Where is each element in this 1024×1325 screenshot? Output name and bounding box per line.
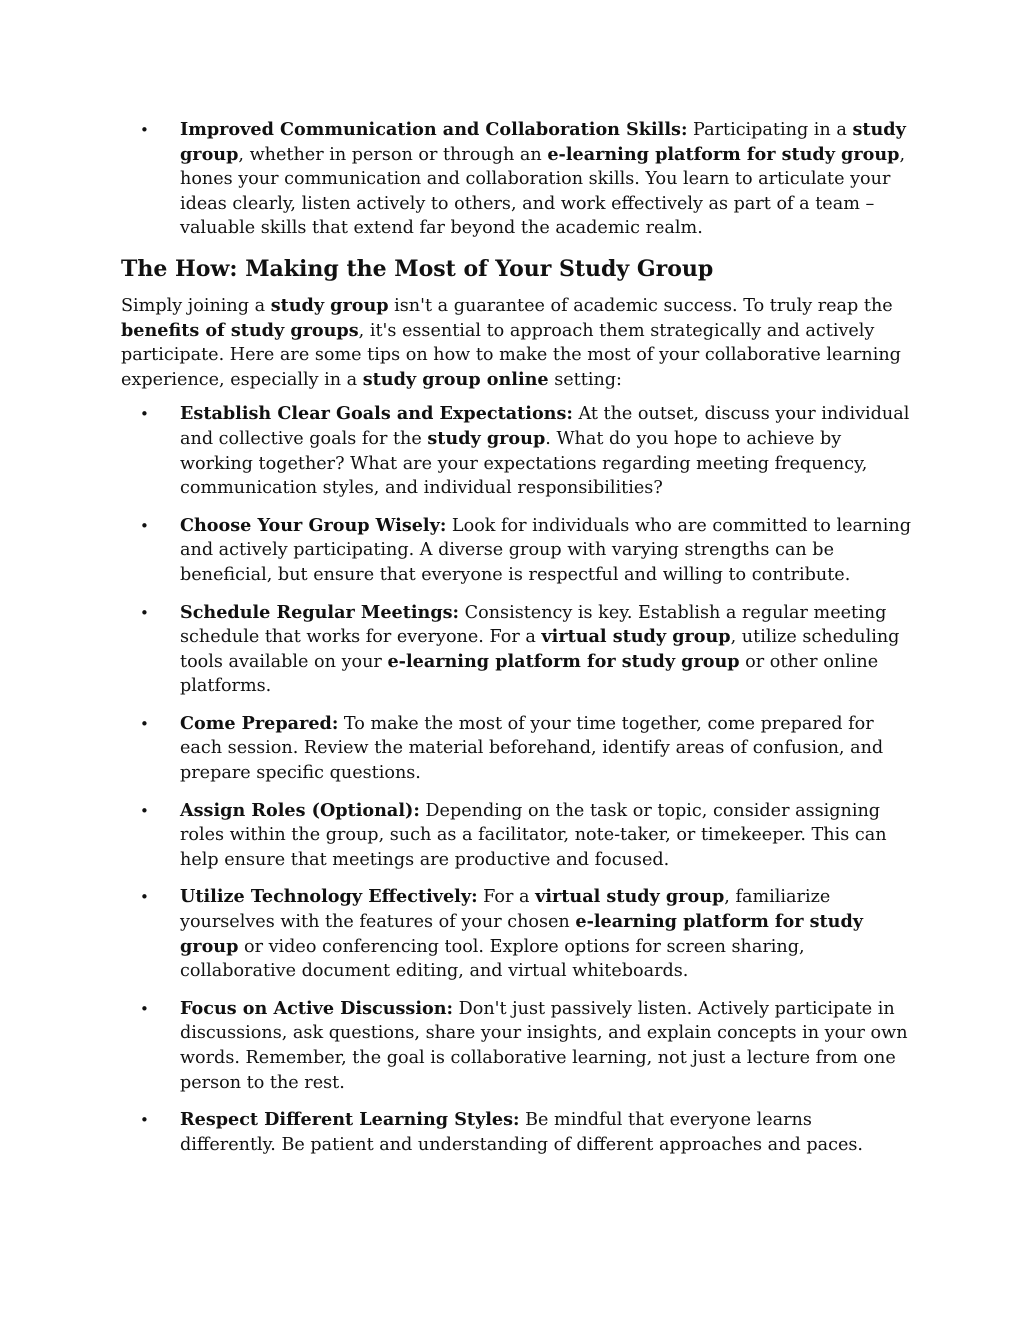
bold-text: Focus on Active Discussion: <box>180 997 454 1019</box>
bold-text: e-learning platform for study group <box>547 143 900 165</box>
list-item <box>121 885 911 983</box>
bold-text: study group <box>180 119 906 165</box>
body-text: To make the most of your time together, come prepared for each session. Review the material beforehand, identify areas of confusion, and prepare specific questions. <box>180 713 884 784</box>
body-text: Look for individuals who are committed to learning and actively participating. A diverse group with varying strengths can be beneficial, but ensure that everyone is respectful and willing to contribute. <box>180 515 911 585</box>
body-text: or video conferencing tool. Explore options for screen sharing, collaborative document editing, and virtual whiteboards. <box>180 936 805 982</box>
section-heading: The How: Making the Most of Your Study Group <box>121 255 714 282</box>
body-text: At the outset, discuss your individual and collective goals for the <box>180 404 910 449</box>
bold-text: study group <box>270 294 389 316</box>
body-text: , whether in person or through an <box>238 144 548 165</box>
bold-text: virtual study group <box>541 626 731 648</box>
body-text: Consistency is key. Establish a regular meeting schedule that works for everyone. For a <box>180 602 887 648</box>
body-text: Participating in a <box>687 120 853 140</box>
list-item <box>121 118 911 241</box>
bullet-icon: • <box>140 999 149 1018</box>
body-text: , utilize scheduling tools available on your <box>180 627 900 672</box>
body-text: , it's essential to approach them strategically and actively participate. Here are some tips on how to make the most of your collaborative learning experience, especially in a <box>121 320 901 390</box>
bold-text: Respect Different Learning Styles: <box>180 1109 520 1131</box>
bold-text: Schedule Regular Meetings: <box>180 601 460 623</box>
bullet-icon: • <box>140 405 149 424</box>
bold-text: e-learning platform for study group <box>387 650 740 672</box>
list-item <box>121 514 911 588</box>
list-item <box>121 799 911 873</box>
body-text: isn't a guarantee of academic success. To truly reap the <box>388 295 893 316</box>
bold-text: benefits of study groups <box>121 319 359 341</box>
tips-list <box>121 402 911 1157</box>
benefits-list-continued <box>121 118 911 241</box>
bold-text: Improved Communication and Collaboration Skills: <box>180 119 688 140</box>
bold-text: Choose Your Group Wisely: <box>180 514 447 536</box>
bullet-icon: • <box>140 714 149 733</box>
list-item <box>121 601 911 699</box>
bullet-icon: • <box>140 1111 149 1130</box>
bullet-icon: • <box>140 801 149 820</box>
bullet-icon: • <box>140 516 149 535</box>
bold-text: study group online <box>362 368 549 390</box>
bold-text: virtual study group <box>535 886 725 908</box>
body-text: Be mindful that everyone learns differently. Be patient and understanding of different approaches and paces. <box>180 1110 863 1155</box>
body-text: Simply joining a <box>121 295 271 316</box>
list-item <box>121 712 911 786</box>
list-item <box>121 1108 911 1157</box>
list-item <box>121 997 911 1095</box>
bold-text: Assign Roles (Optional): <box>180 799 420 821</box>
body-text: , familiarize yourselves with the features of your chosen <box>180 887 831 933</box>
bold-text: Establish Clear Goals and Expectations: <box>180 403 573 425</box>
bold-text: Utilize Technology Effectively: <box>180 886 478 908</box>
body-text: Don't just passively listen. Actively participate in discussions, ask questions, share your insights, and explain concepts in your own words. Remember, the goal is collaborative learning, not just a lecture from one person to the rest. <box>180 998 908 1093</box>
bold-text: e-learning platform for study group <box>180 911 863 957</box>
body-text: setting: <box>548 369 622 390</box>
bold-text: study group <box>427 427 546 449</box>
bullet-icon: • <box>140 888 149 907</box>
intro-paragraph <box>121 294 911 392</box>
document-page <box>121 118 911 1170</box>
bullet-icon: • <box>140 121 149 139</box>
bold-text: Come Prepared: <box>180 712 339 734</box>
body-text: . What do you hope to achieve by working together? What are your expectations regarding meeting frequency, communication styles, and individual responsibilities? <box>180 428 868 499</box>
body-text: For a <box>477 887 536 908</box>
body-text: or other online platforms. <box>180 651 879 697</box>
body-text: Depending on the task or topic, consider assigning roles within the group, such as a facilitator, note-taker, or timekeeper. This can help ensure that meetings are productive and focused. <box>180 800 887 870</box>
list-item <box>121 402 911 500</box>
body-text: , hones your communication and collaboration skills. You learn to articulate your ideas clearly, listen actively to others, and work effectively as part of a team – valuable skills that extend far beyond the academic realm. <box>180 144 906 239</box>
bullet-icon: • <box>140 603 149 622</box>
